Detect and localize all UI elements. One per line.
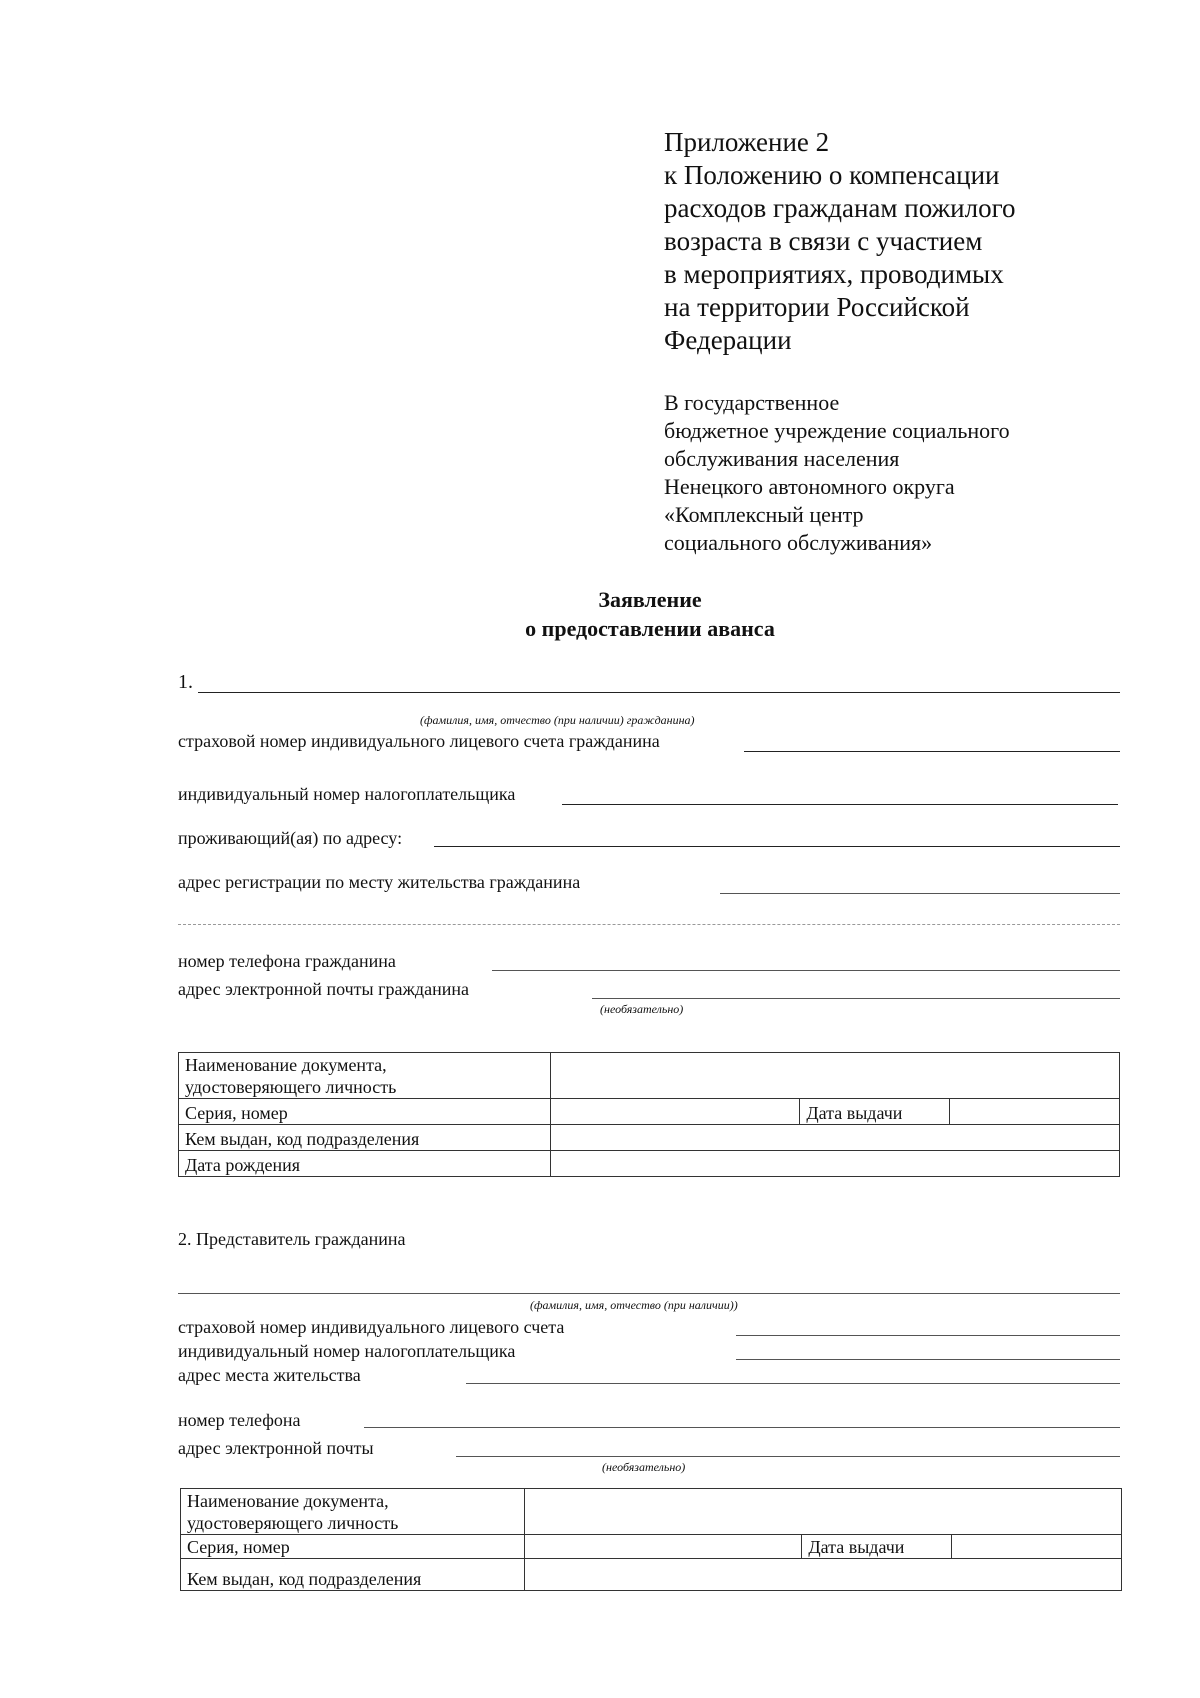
snils-field-line[interactable] (744, 751, 1120, 752)
rep-address-label: адрес места жительства (178, 1365, 361, 1385)
rep-inn-field-line[interactable] (736, 1359, 1120, 1360)
issue-date-value[interactable] (950, 1099, 1120, 1125)
recipient-line: бюджетное учреждение социального (664, 418, 1010, 443)
appendix-line: к Положению о компенсации (664, 160, 1000, 190)
table-row (181, 1489, 1122, 1535)
series-number-value[interactable] (550, 1099, 800, 1125)
fio-caption: (фамилия, имя, отчество (при наличии) гражданина) (420, 713, 695, 727)
appendix-header (664, 126, 1016, 357)
issued-by-label: Кем выдан, код подразделения (179, 1125, 551, 1151)
table-row (181, 1559, 1122, 1591)
section2-id-document-table (180, 1488, 1122, 1591)
phone-label: номер телефона гражданина (178, 951, 396, 971)
table-row (179, 1125, 1120, 1151)
document-title: Заявление (598, 587, 702, 612)
recipient-line: «Комплексный центр (664, 502, 864, 527)
rep-doc-name-cell (181, 1489, 525, 1535)
appendix-line: расходов гражданам пожилого (664, 193, 1016, 223)
table-row (181, 1535, 1122, 1559)
series-number-label: Серия, номер (179, 1099, 551, 1125)
rep-address-field-line[interactable] (466, 1383, 1120, 1384)
fio-field-line[interactable] (198, 692, 1120, 693)
rep-fio-field-line[interactable] (178, 1293, 1120, 1294)
rep-snils-field-line[interactable] (736, 1335, 1120, 1336)
recipient-block (664, 389, 1010, 557)
recipient-line: социального обслуживания» (664, 530, 933, 555)
rep-series-number-value[interactable] (524, 1535, 802, 1559)
email-field-line[interactable] (592, 998, 1120, 999)
recipient-line: В государственное (664, 390, 840, 415)
rep-email-optional-caption: (необязательно) (602, 1460, 686, 1474)
rep-email-label: адрес электронной почты (178, 1438, 374, 1458)
rep-doc-name-label: Наименование документа, (187, 1491, 389, 1511)
doc-name-cell (179, 1053, 551, 1099)
recipient-line: Ненецкого автономного округа (664, 474, 955, 499)
rep-doc-name-value[interactable] (524, 1489, 1121, 1535)
phone-field-line[interactable] (492, 970, 1120, 971)
rep-phone-field-line[interactable] (364, 1427, 1120, 1428)
inn-label: индивидуальный номер налогоплательщика (178, 784, 516, 804)
rep-phone-label: номер телефона (178, 1410, 301, 1430)
reg-address-field-line[interactable] (720, 893, 1120, 894)
address-field-line[interactable] (434, 846, 1120, 847)
appendix-line: возраста в связи с участием (664, 226, 983, 256)
doc-name-value[interactable] (550, 1053, 1119, 1099)
email-optional-caption: (необязательно) (600, 1002, 684, 1016)
inn-field-line[interactable] (562, 804, 1118, 805)
snils-label: страховой номер индивидуального лицевого счета гражданина (178, 731, 660, 751)
rep-series-number-label: Серия, номер (181, 1535, 525, 1559)
section2-heading: 2. Представитель гражданина (178, 1229, 406, 1249)
rep-email-field-line[interactable] (456, 1456, 1120, 1457)
address-label: проживающий(ая) по адресу: (178, 828, 403, 848)
table-row (179, 1099, 1120, 1125)
appendix-line: Федерации (664, 325, 792, 355)
rep-issue-date-value[interactable] (952, 1535, 1122, 1559)
document-subtitle: о предоставлении аванса (525, 616, 775, 641)
rep-issued-by-label: Кем выдан, код подразделения (181, 1559, 525, 1591)
birth-date-label: Дата рождения (179, 1151, 551, 1177)
rep-issued-by-value[interactable] (524, 1559, 1121, 1591)
recipient-line: обслуживания населения (664, 446, 900, 471)
section1-number: 1. (178, 671, 193, 693)
rep-snils-label: страховой номер индивидуального лицевого счета (178, 1317, 565, 1337)
appendix-line: на территории Российской (664, 292, 970, 322)
table-row (179, 1151, 1120, 1177)
rep-inn-label: индивидуальный номер налогоплательщика (178, 1341, 516, 1361)
doc-name-label: Наименование документа, (185, 1055, 387, 1075)
reg-address-field-line-2[interactable] (178, 924, 1120, 925)
issue-date-label: Дата выдачи (800, 1099, 950, 1125)
appendix-line: Приложение 2 (664, 127, 830, 157)
doc-name-label-2: удостоверяющего личность (185, 1077, 397, 1097)
reg-address-label: адрес регистрации по месту жительства гражданина (178, 872, 581, 892)
appendix-line: в мероприятиях, проводимых (664, 259, 1004, 289)
section1-id-document-table (178, 1052, 1120, 1177)
email-label: адрес электронной почты гражданина (178, 979, 469, 999)
rep-doc-name-label-2: удостоверяющего личность (187, 1513, 399, 1533)
birth-date-value[interactable] (550, 1151, 1119, 1177)
rep-issue-date-label: Дата выдачи (802, 1535, 952, 1559)
rep-fio-caption: (фамилия, имя, отчество (при наличии)) (530, 1298, 738, 1312)
issued-by-value[interactable] (550, 1125, 1119, 1151)
table-row (179, 1053, 1120, 1099)
